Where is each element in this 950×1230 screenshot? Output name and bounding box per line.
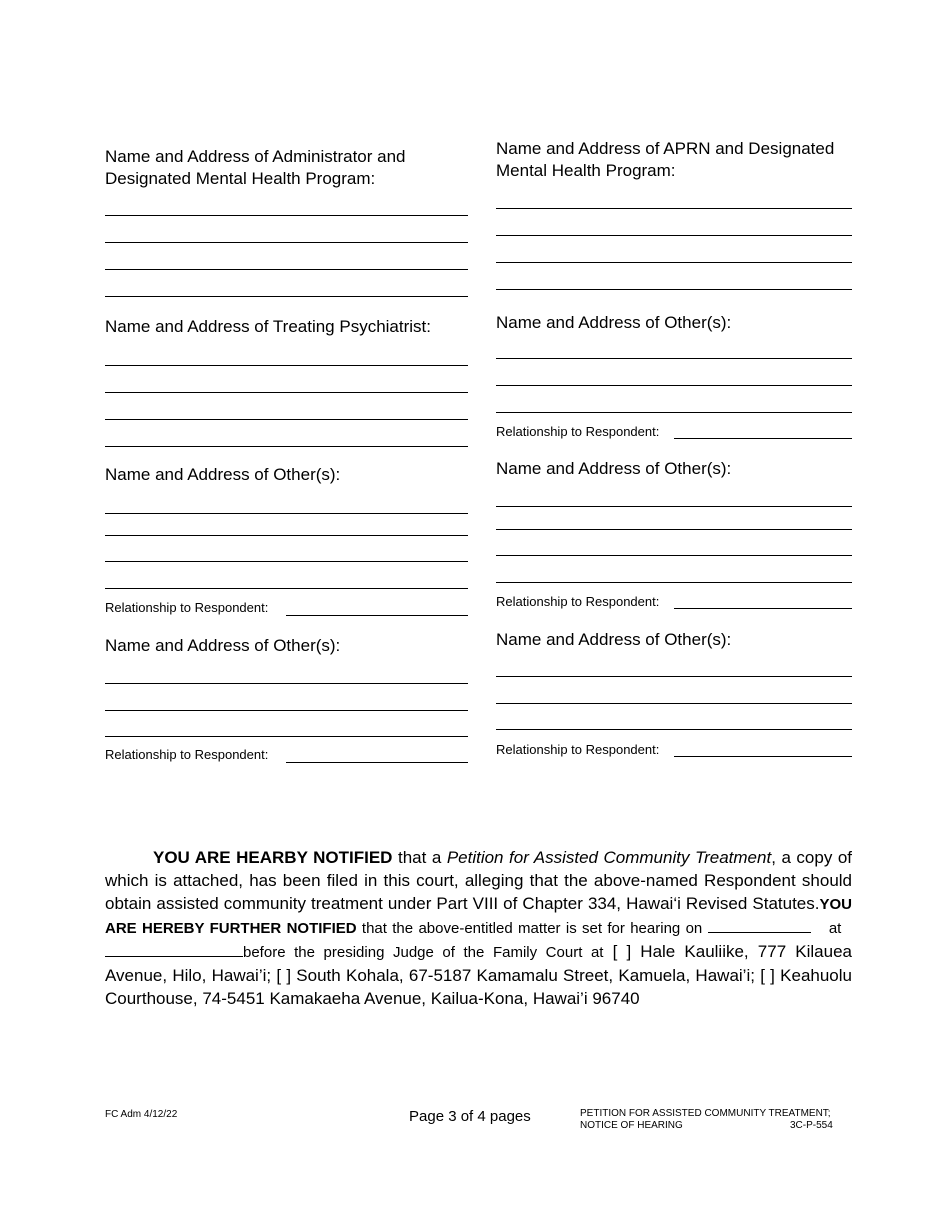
admin-line-1[interactable] — [105, 215, 468, 216]
right-other3-line-1[interactable] — [496, 676, 852, 677]
right-other2-line-3[interactable] — [496, 555, 852, 556]
right-other2-line-2[interactable] — [496, 529, 852, 530]
notice-paragraph — [105, 846, 852, 1010]
footer-title-line-2: NOTICE OF HEARING — [580, 1120, 683, 1131]
notice-text-1: that a — [392, 848, 447, 867]
right-other2-relationship-label: Relationship to Respondent: — [496, 594, 660, 609]
left-other1-line-1[interactable] — [105, 513, 468, 514]
notice-text-2: , a copy of which is attached, has been filed in this court, alleging that the above-named Respondent should obtain assisted community treatment under Part VIII of Chapter 334, Hawai‘i Revised Statutes. — [105, 848, 853, 913]
right-other3-line-2[interactable] — [496, 703, 852, 704]
left-other1-heading: Name and Address of Other(s): — [105, 465, 341, 484]
aprn-line-3[interactable] — [496, 262, 852, 263]
psychiatrist-line-4[interactable] — [105, 446, 468, 447]
admin-program-heading: Name and Address of Administrator and Designated Mental Health Program: — [105, 147, 406, 188]
right-other1-line-3[interactable] — [496, 412, 852, 413]
petition-title: Petition for Assisted Community Treatment — [446, 848, 772, 867]
right-other3-relationship-label: Relationship to Respondent: — [496, 742, 660, 757]
notice-text-3: that the above-entitled matter is set for hearing on — [356, 920, 703, 937]
left-other1-line-2[interactable] — [105, 535, 468, 536]
left-other2-line-2[interactable] — [105, 710, 468, 711]
right-other1-line-1[interactable] — [496, 358, 852, 359]
left-other1-relationship-label: Relationship to Respondent: — [105, 600, 269, 615]
psychiatrist-line-1[interactable] — [105, 365, 468, 366]
aprn-line-1[interactable] — [496, 208, 852, 209]
right-other3-relationship-field[interactable] — [674, 756, 852, 757]
aprn-program-heading: Name and Address of APRN and Designated Mental Health Program: — [496, 139, 835, 180]
aprn-line-2[interactable] — [496, 235, 852, 236]
admin-line-3[interactable] — [105, 269, 468, 270]
further-notice-lead: YOU ARE HEREBY FURTHER NOTIFIED — [105, 896, 852, 937]
admin-line-4[interactable] — [105, 296, 468, 297]
notice-lead: YOU ARE HEARBY NOTIFIED — [153, 848, 393, 867]
hearing-date-field[interactable] — [708, 916, 811, 933]
psychiatrist-line-3[interactable] — [105, 419, 468, 420]
admin-line-2[interactable] — [105, 242, 468, 243]
at-label: at — [828, 920, 842, 937]
right-other2-heading: Name and Address of Other(s): — [496, 459, 732, 478]
right-other1-relationship-field[interactable] — [674, 438, 852, 439]
psychiatrist-heading: Name and Address of Treating Psychiatrist: — [105, 317, 431, 336]
right-other1-line-2[interactable] — [496, 385, 852, 386]
right-other2-line-4[interactable] — [496, 582, 852, 583]
form-number: 3C-P-554 — [790, 1120, 833, 1131]
footer-title-line-1: PETITION FOR ASSISTED COMMUNITY TREATMENT; — [580, 1108, 831, 1119]
hearing-time-field[interactable] — [105, 940, 243, 957]
psychiatrist-line-2[interactable] — [105, 392, 468, 393]
form-revision: FC Adm 4/12/22 — [105, 1109, 178, 1120]
right-other3-heading: Name and Address of Other(s): — [496, 630, 732, 649]
page-number: Page 3 of 4 pages — [409, 1108, 531, 1125]
right-other2-relationship-field[interactable] — [674, 608, 852, 609]
right-other1-heading: Name and Address of Other(s): — [496, 313, 732, 332]
left-other1-relationship-field[interactable] — [286, 615, 468, 616]
left-other2-line-1[interactable] — [105, 683, 468, 684]
right-other1-relationship-label: Relationship to Respondent: — [496, 424, 660, 439]
left-other1-line-3[interactable] — [105, 561, 468, 562]
left-other2-relationship-field[interactable] — [286, 762, 468, 763]
aprn-line-4[interactable] — [496, 289, 852, 290]
courthouse-options: [ ] Hale Kauliike, 777 Kilauea Avenue, Hilo, Hawai’i; [ ] South Kohala, 67-5187 Kamamalu Street, Kamuela, Hawai’i; [ ] Keahuolu Courthouse, 74-5451 Kamakaeha Avenue, Kailua-Kona, Hawai’i 96740 — [105, 942, 852, 1008]
left-other2-line-3[interactable] — [105, 736, 468, 737]
right-other3-line-3[interactable] — [496, 729, 852, 730]
notice-text-4: before the presiding Judge of the Family Court at — [243, 944, 604, 961]
right-other2-line-1[interactable] — [496, 506, 852, 507]
left-other1-line-4[interactable] — [105, 588, 468, 589]
left-other2-relationship-label: Relationship to Respondent: — [105, 747, 269, 762]
left-other2-heading: Name and Address of Other(s): — [105, 636, 341, 655]
